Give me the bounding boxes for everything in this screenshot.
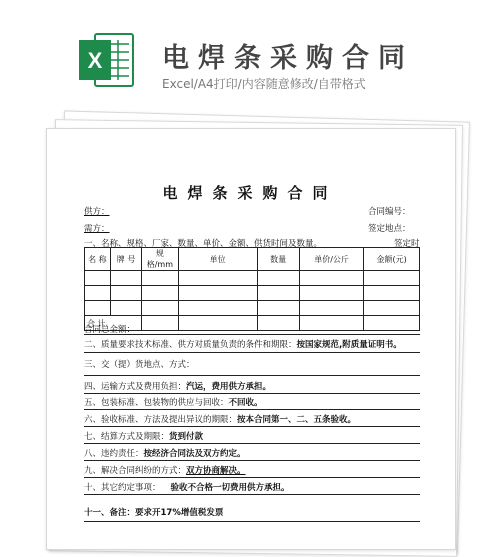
col-header-unit-price: 单价/公斤 — [299, 248, 363, 271]
buyer-label: 需方： — [84, 224, 110, 234]
total-label: 合 计 — [85, 316, 142, 331]
divider — [84, 426, 420, 427]
clause-6: 六、验收标准、方法及提出异议的期限：按本合同第一、二、五条验收。 — [84, 415, 357, 425]
divider — [84, 409, 420, 410]
clause-10: 十、其它约定事项： 验收不合格一切费用供方承担。 — [84, 483, 290, 493]
header-title: 电焊条采购合同 — [162, 43, 414, 74]
clause-9: 九、解决合同纠纷的方式：双方协商解决。 — [84, 466, 246, 476]
supplier-label: 供方： — [84, 207, 110, 217]
excel-icon — [77, 30, 135, 90]
table-row — [85, 301, 420, 316]
divider — [84, 443, 420, 444]
sign-place-label: 签定地点： — [368, 224, 411, 234]
col-header-spec: 规格/mm — [142, 248, 179, 271]
col-header-name: 名 称 — [85, 248, 111, 271]
col-header-unit: 单位 — [178, 248, 257, 271]
divider — [84, 393, 420, 394]
col-header-amount: 金额(元) — [364, 248, 420, 271]
contract-no-label: 合同编号： — [368, 207, 411, 217]
divider — [84, 334, 420, 335]
divider — [84, 460, 420, 461]
total-amount-label: 合同总金额： — [84, 325, 136, 335]
header — [0, 0, 500, 110]
clause-4: 四、运输方式及费用负担：汽运，费用供方承担。 — [84, 382, 272, 392]
col-header-quantity: 数量 — [257, 248, 299, 271]
clause-2: 二、质量要求技术标准、供方对质量负责的条件和期限：按国家规范,附质量证明书。 — [84, 340, 402, 350]
items-table — [84, 247, 420, 331]
contract-document — [46, 128, 454, 532]
clause-7: 七、结算方式及期限：货到付款 — [84, 432, 204, 442]
col-header-brand: 牌 号 — [110, 248, 141, 271]
clause-5: 五、包装标准、包装物的供应与回收：不回收。 — [84, 398, 263, 408]
divider — [84, 352, 420, 353]
remark: 十一、备注：要求开17%增值税发票 — [84, 508, 224, 518]
excel-icon-letter: X — [87, 48, 103, 73]
contract-title: 电焊条采购合同 — [162, 184, 338, 202]
table-header-row — [85, 248, 420, 271]
sign-time-label: 签定时 — [394, 239, 420, 249]
section-1-heading: 一、名称、规格、厂家、数量、单价、金额、供货时间及数量。 — [84, 239, 323, 249]
divider — [84, 494, 420, 495]
divider — [84, 375, 420, 376]
clause-3: 三、交（提）货地点、方式： — [84, 360, 195, 370]
table-row — [85, 271, 420, 286]
clause-8: 八、违约责任：按经济合同法及双方约定。 — [84, 449, 246, 459]
header-subtitle: Excel/A4打印/内容随意修改/自带格式 — [162, 77, 366, 91]
table-row — [85, 286, 420, 301]
divider — [84, 521, 420, 522]
divider — [84, 477, 420, 478]
